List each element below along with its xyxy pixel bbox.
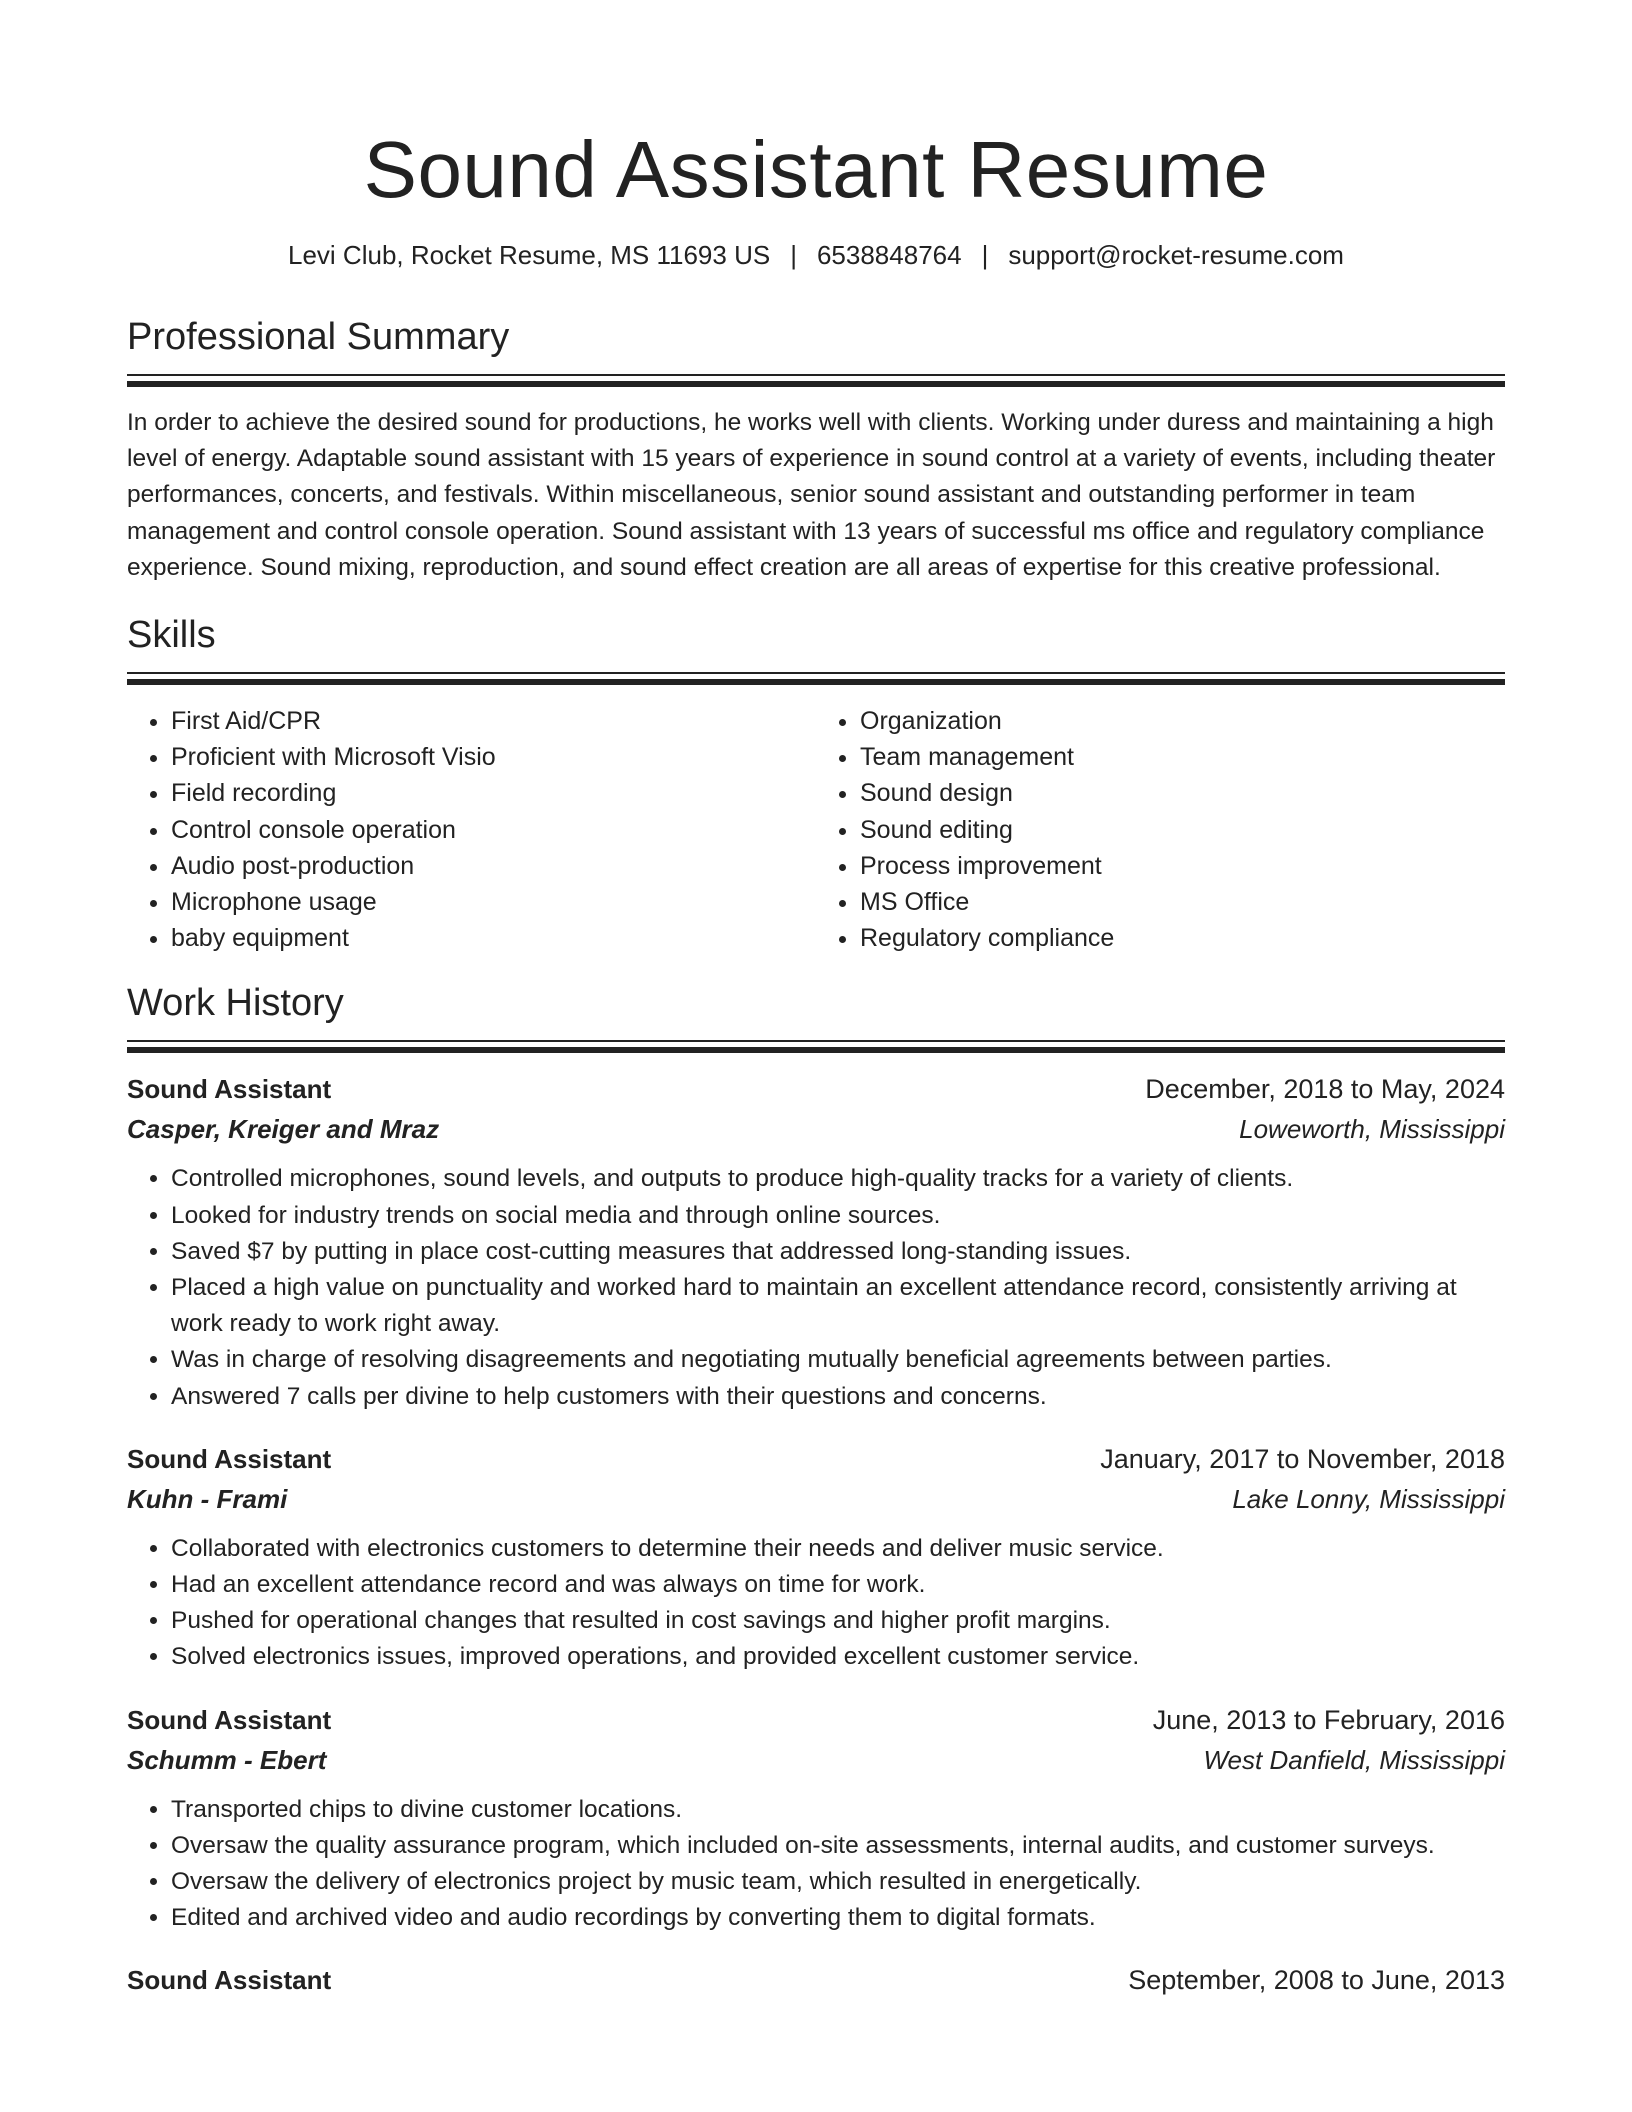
skill-item: • baby equipment: [171, 920, 816, 956]
job-location: West Danfield, Mississippi: [1203, 1744, 1505, 1775]
job-bullets: [127, 1531, 1505, 1676]
job-bullet: • Controlled microphones, sound levels, and outputs to produce high-quality tracks for a variety of clients.: [171, 1161, 1505, 1197]
job-title: Sound Assistant: [127, 1965, 332, 1996]
skill-item: • Sound design: [860, 775, 1505, 811]
job-header-row: [127, 1960, 1505, 2000]
job-dates: December, 2018 to May, 2024: [1145, 1074, 1505, 1105]
section-divider: [127, 1040, 1505, 1053]
section-heading-work-history: Work History: [127, 982, 344, 1025]
job-company-row: [127, 1740, 1505, 1780]
contact-separator: |: [790, 240, 797, 270]
job-entry: [127, 1069, 1505, 1414]
section-heading-skills: Skills: [127, 614, 216, 657]
contact-email: support@rocket-resume.com: [1008, 240, 1344, 270]
skill-item: • First Aid/CPR: [171, 703, 816, 739]
job-company: Kuhn - Frami: [127, 1483, 288, 1514]
job-bullet: • Saved $7 by putting in place cost-cutting measures that addressed long-standing issues.: [171, 1234, 1505, 1270]
section-heading-summary: Professional Summary: [127, 316, 510, 358]
job-dates: September, 2008 to June, 2013: [1128, 1965, 1505, 1996]
job-entry: [127, 1439, 1505, 1676]
job-entry: [127, 1960, 1505, 2000]
skills-list-left: [127, 703, 816, 956]
job-bullet: • Answered 7 calls per divine to help customers with their questions and concerns.: [171, 1379, 1505, 1415]
job-location: Lake Lonny, Mississippi: [1232, 1483, 1505, 1514]
job-bullet: • Oversaw the delivery of electronics project by music team, which resulted in energetically.: [171, 1864, 1505, 1900]
job-header-row: [127, 1439, 1505, 1479]
job-bullet: • Placed a high value on punctuality and worked hard to maintain an excellent attendance record, consistently arriving at work ready to work right away.: [171, 1270, 1505, 1342]
skill-item: • MS Office: [860, 884, 1505, 920]
job-entry: [127, 1700, 1505, 1937]
job-title: Sound Assistant: [127, 1074, 332, 1105]
job-bullet: • Collaborated with electronics customers to determine their needs and deliver music service.: [171, 1531, 1505, 1567]
skill-item: • Sound editing: [860, 812, 1505, 848]
job-title: Sound Assistant: [127, 1704, 332, 1735]
contact-line: [127, 238, 1505, 272]
job-bullets: [127, 1792, 1505, 1937]
summary-text: In order to achieve the desired sound for productions, he works well with clients. Working under duress and maintaining a high level of energy. Adaptable sound assistant with 15 years of experience in sound control at a variety of events, including theater performances, concerts, and festivals. Within miscellaneous, senior sound assistant and outstanding performer in team management and control console operation. Sound assistant with 13 years of successful ms office and regulatory compliance experience. Sound mixing, reproduction, and sound effect creation are all areas of expertise for this creative professional.: [127, 409, 1496, 581]
job-company: Casper, Kreiger and Mraz: [127, 1114, 440, 1145]
job-location: Loweworth, Mississippi: [1239, 1114, 1505, 1145]
job-header-row: [127, 1069, 1505, 1109]
summary-section: [127, 312, 1505, 586]
skills-columns: [127, 703, 1505, 956]
contact-address: Levi Club, Rocket Resume, MS 11693 US: [288, 240, 771, 270]
job-bullet: • Pushed for operational changes that resulted in cost savings and higher profit margins.: [171, 1603, 1505, 1639]
job-dates: June, 2013 to February, 2016: [1152, 1704, 1505, 1735]
job-dates: January, 2017 to November, 2018: [1100, 1443, 1505, 1474]
job-bullet: • Solved electronics issues, improved operations, and provided excellent customer service.: [171, 1639, 1505, 1675]
job-title: Sound Assistant: [127, 1443, 332, 1474]
skill-item: • Proficient with Microsoft Visio: [171, 739, 816, 775]
job-bullet: • Was in charge of resolving disagreements and negotiating mutually beneficial agreements between parties.: [171, 1342, 1505, 1378]
job-bullet: • Edited and archived video and audio recordings by converting them to digital formats.: [171, 1900, 1505, 1936]
work-history-section: [127, 978, 1505, 2000]
skills-section: [127, 610, 1505, 956]
job-bullet: • Oversaw the quality assurance program, which included on-site assessments, internal audits, and customer surveys.: [171, 1828, 1505, 1864]
job-company: Schumm - Ebert: [127, 1744, 327, 1775]
section-divider: [127, 374, 1505, 387]
job-bullet: • Had an excellent attendance record and was always on time for work.: [171, 1567, 1505, 1603]
job-company-row: [127, 1479, 1505, 1519]
job-bullets: [127, 1161, 1505, 1414]
skill-item: • Organization: [860, 703, 1505, 739]
resume-title: Sound Assistant Resume: [363, 125, 1269, 214]
skill-item: • Microphone usage: [171, 884, 816, 920]
skills-list-right: [816, 703, 1505, 956]
contact-separator: |: [981, 240, 989, 270]
skill-item: • Control console operation: [171, 812, 816, 848]
job-header-row: [127, 1700, 1505, 1740]
job-bullet: • Looked for industry trends on social media and through online sources.: [171, 1198, 1505, 1234]
job-bullet: • Transported chips to divine customer locations.: [171, 1792, 1505, 1828]
section-divider: [127, 672, 1505, 685]
skill-item: • Regulatory compliance: [860, 920, 1505, 956]
contact-phone: 6538848764: [816, 240, 962, 270]
skill-item: • Process improvement: [860, 848, 1505, 884]
skill-item: • Audio post-production: [171, 848, 816, 884]
skill-item: • Field recording: [171, 775, 816, 811]
skill-item: • Team management: [860, 739, 1505, 775]
job-company-row: [127, 1109, 1505, 1149]
